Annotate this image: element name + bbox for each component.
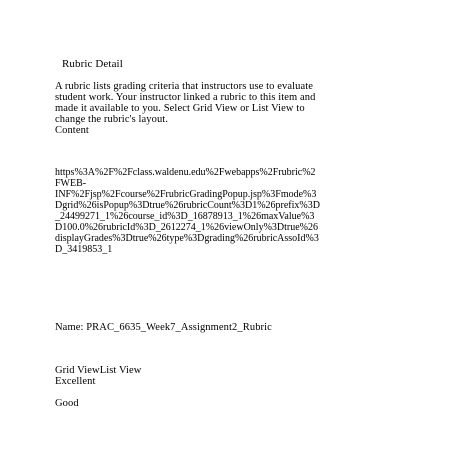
rubric-url-line: Dgrid%26isPopup%3Dtrue%26rubricCount%3D1%26prefix%3D: [55, 200, 320, 211]
level-good: Good: [55, 398, 79, 409]
description-line: change the rubric's layout.: [55, 114, 169, 125]
description-line: student work. Your instructor linked a rubric to this item and: [55, 92, 316, 103]
page-title: Rubric Detail: [62, 58, 123, 70]
rubric-url-line: FWEB-: [55, 178, 87, 189]
rubric-url-line: _24499271_1%26course_id%3D_16878913_1%26maxValue%3: [55, 211, 315, 222]
rubric-url-line: D_3419853_1: [55, 244, 113, 255]
rubric-url-line: displayGrades%3Dtrue%26type%3Dgrading%26rubricAssoId%3: [55, 233, 319, 244]
level-excellent: Excellent: [55, 376, 96, 387]
description-line: made it available to you. Select Grid View or List View to: [55, 103, 305, 114]
content-label: Content: [55, 125, 89, 136]
description-line: A rubric lists grading criteria that instructors use to evaluate: [55, 81, 314, 92]
rubric-url-line: https%3A%2F%2Fclass.waldenu.edu%2Fwebapps%2Frubric%2: [55, 167, 316, 178]
view-toggle[interactable]: Grid ViewList View: [55, 365, 142, 376]
rubric-name: Name: PRAC_6635_Week7_Assignment2_Rubric: [55, 322, 272, 333]
rubric-url-line: INF%2Fjsp%2Fcourse%2FrubricGradingPopup.jsp%3Fmode%3: [55, 189, 317, 200]
rubric-url-line: D100.0%26rubricId%3D_2612274_1%26viewOnly%3Dtrue%26: [55, 222, 319, 233]
